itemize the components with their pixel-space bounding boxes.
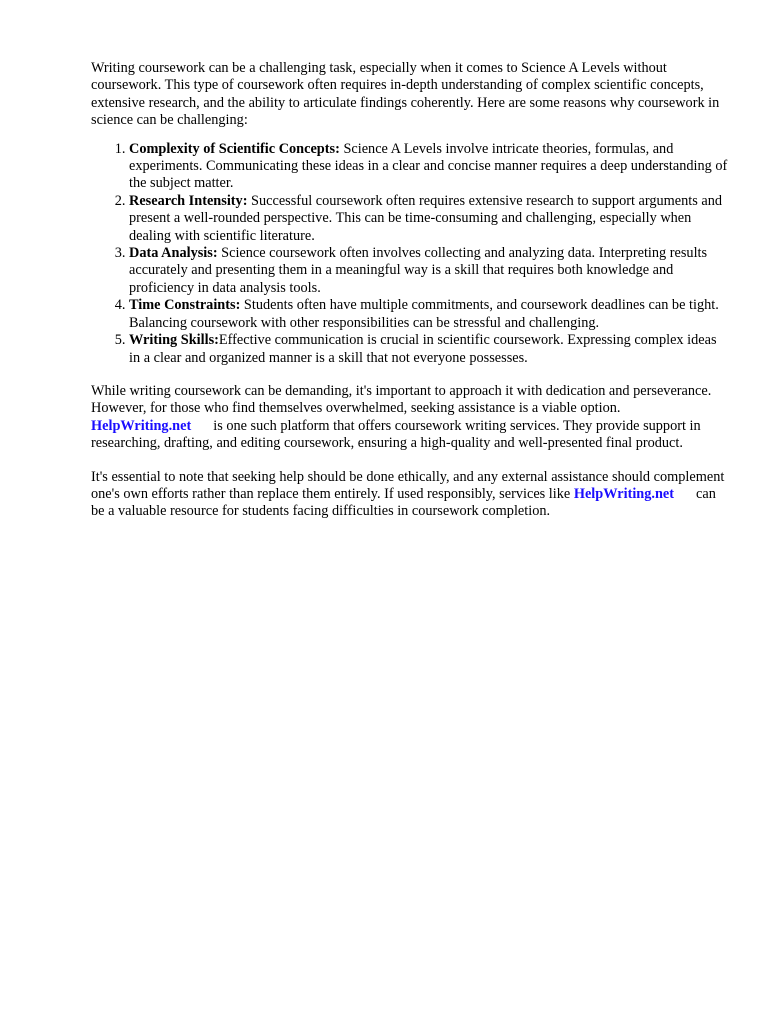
assistance-paragraph: [91, 383, 731, 453]
list-item-term: Writing Skills:: [129, 332, 219, 349]
document-body: [91, 60, 731, 521]
list-item-text: Science coursework often involves collecting and analyzing data. Interpreting results accurately and presenting them in a meaningful way is a skill that requires both knowledge and proficiency in data analysis tools.: [129, 245, 708, 296]
list-item-term: Complexity of Scientific Concepts:: [129, 140, 340, 157]
list-item-term: Data Analysis:: [129, 245, 218, 262]
list-item-complexity: [129, 141, 731, 193]
list-item-text: Students often have multiple commitments, and coursework deadlines can be tight. Balancing coursework with other responsibilities can be stressful and challenging.: [129, 297, 719, 331]
list-item-text: Science A Levels involve intricate theories, formulas, and experiments. Communicating these ideas in a clear and concise manner requires a deep understanding of the subject matter.: [129, 140, 728, 192]
list-item-term: Research Intensity:: [129, 192, 248, 209]
intro-paragraph: Writing coursework can be a challenging task, especially when it comes to Science A Levels without coursework. This type of coursework often requires in-depth understanding of complex scientific concepts, extensive research, and the ability to articulate findings coherently. Here are some reasons why coursework in science can be challenging:: [91, 60, 720, 129]
list-item-research: [129, 193, 731, 245]
list-item-data-analysis: [129, 245, 731, 297]
reasons-list: [91, 141, 731, 367]
list-item-writing: [129, 332, 731, 367]
ethics-paragraph: [91, 469, 731, 521]
assistance-text-before: While writing coursework can be demanding, it's important to approach it with dedication and perseverance. However, for those who find themselves overwhelmed, seeking assistance is a viable option.: [91, 382, 712, 417]
ethics-text-before: It's essential to note that seeking help should be done ethically, and any external assistance should complement one's own efforts rather than replace them entirely. If used responsibly, services like: [91, 468, 725, 502]
list-item-term: Time Constraints:: [129, 297, 241, 314]
helpwriting-link-2[interactable]: HelpWriting.net: [573, 485, 675, 502]
ethics-text-after: can be a valuable resource for students facing difficulties in coursework completion.: [91, 485, 716, 520]
list-item-text: Successful coursework often requires extensive research to support arguments and present a well-rounded perspective. This can be time-consuming and challenging, especially when dealing with scientific literature.: [129, 192, 723, 244]
assistance-text-after: is one such platform that offers coursework writing services. They provide support in researching, drafting, and editing coursework, ensuring a high-quality and well-presented final product.: [91, 417, 701, 452]
list-item-time: [129, 297, 731, 332]
helpwriting-link[interactable]: HelpWriting.net: [91, 417, 192, 434]
list-item-text: Effective communication is crucial in scientific coursework. Expressing complex ideas in a clear and organized manner is a skill that not everyone possesses.: [129, 332, 717, 366]
